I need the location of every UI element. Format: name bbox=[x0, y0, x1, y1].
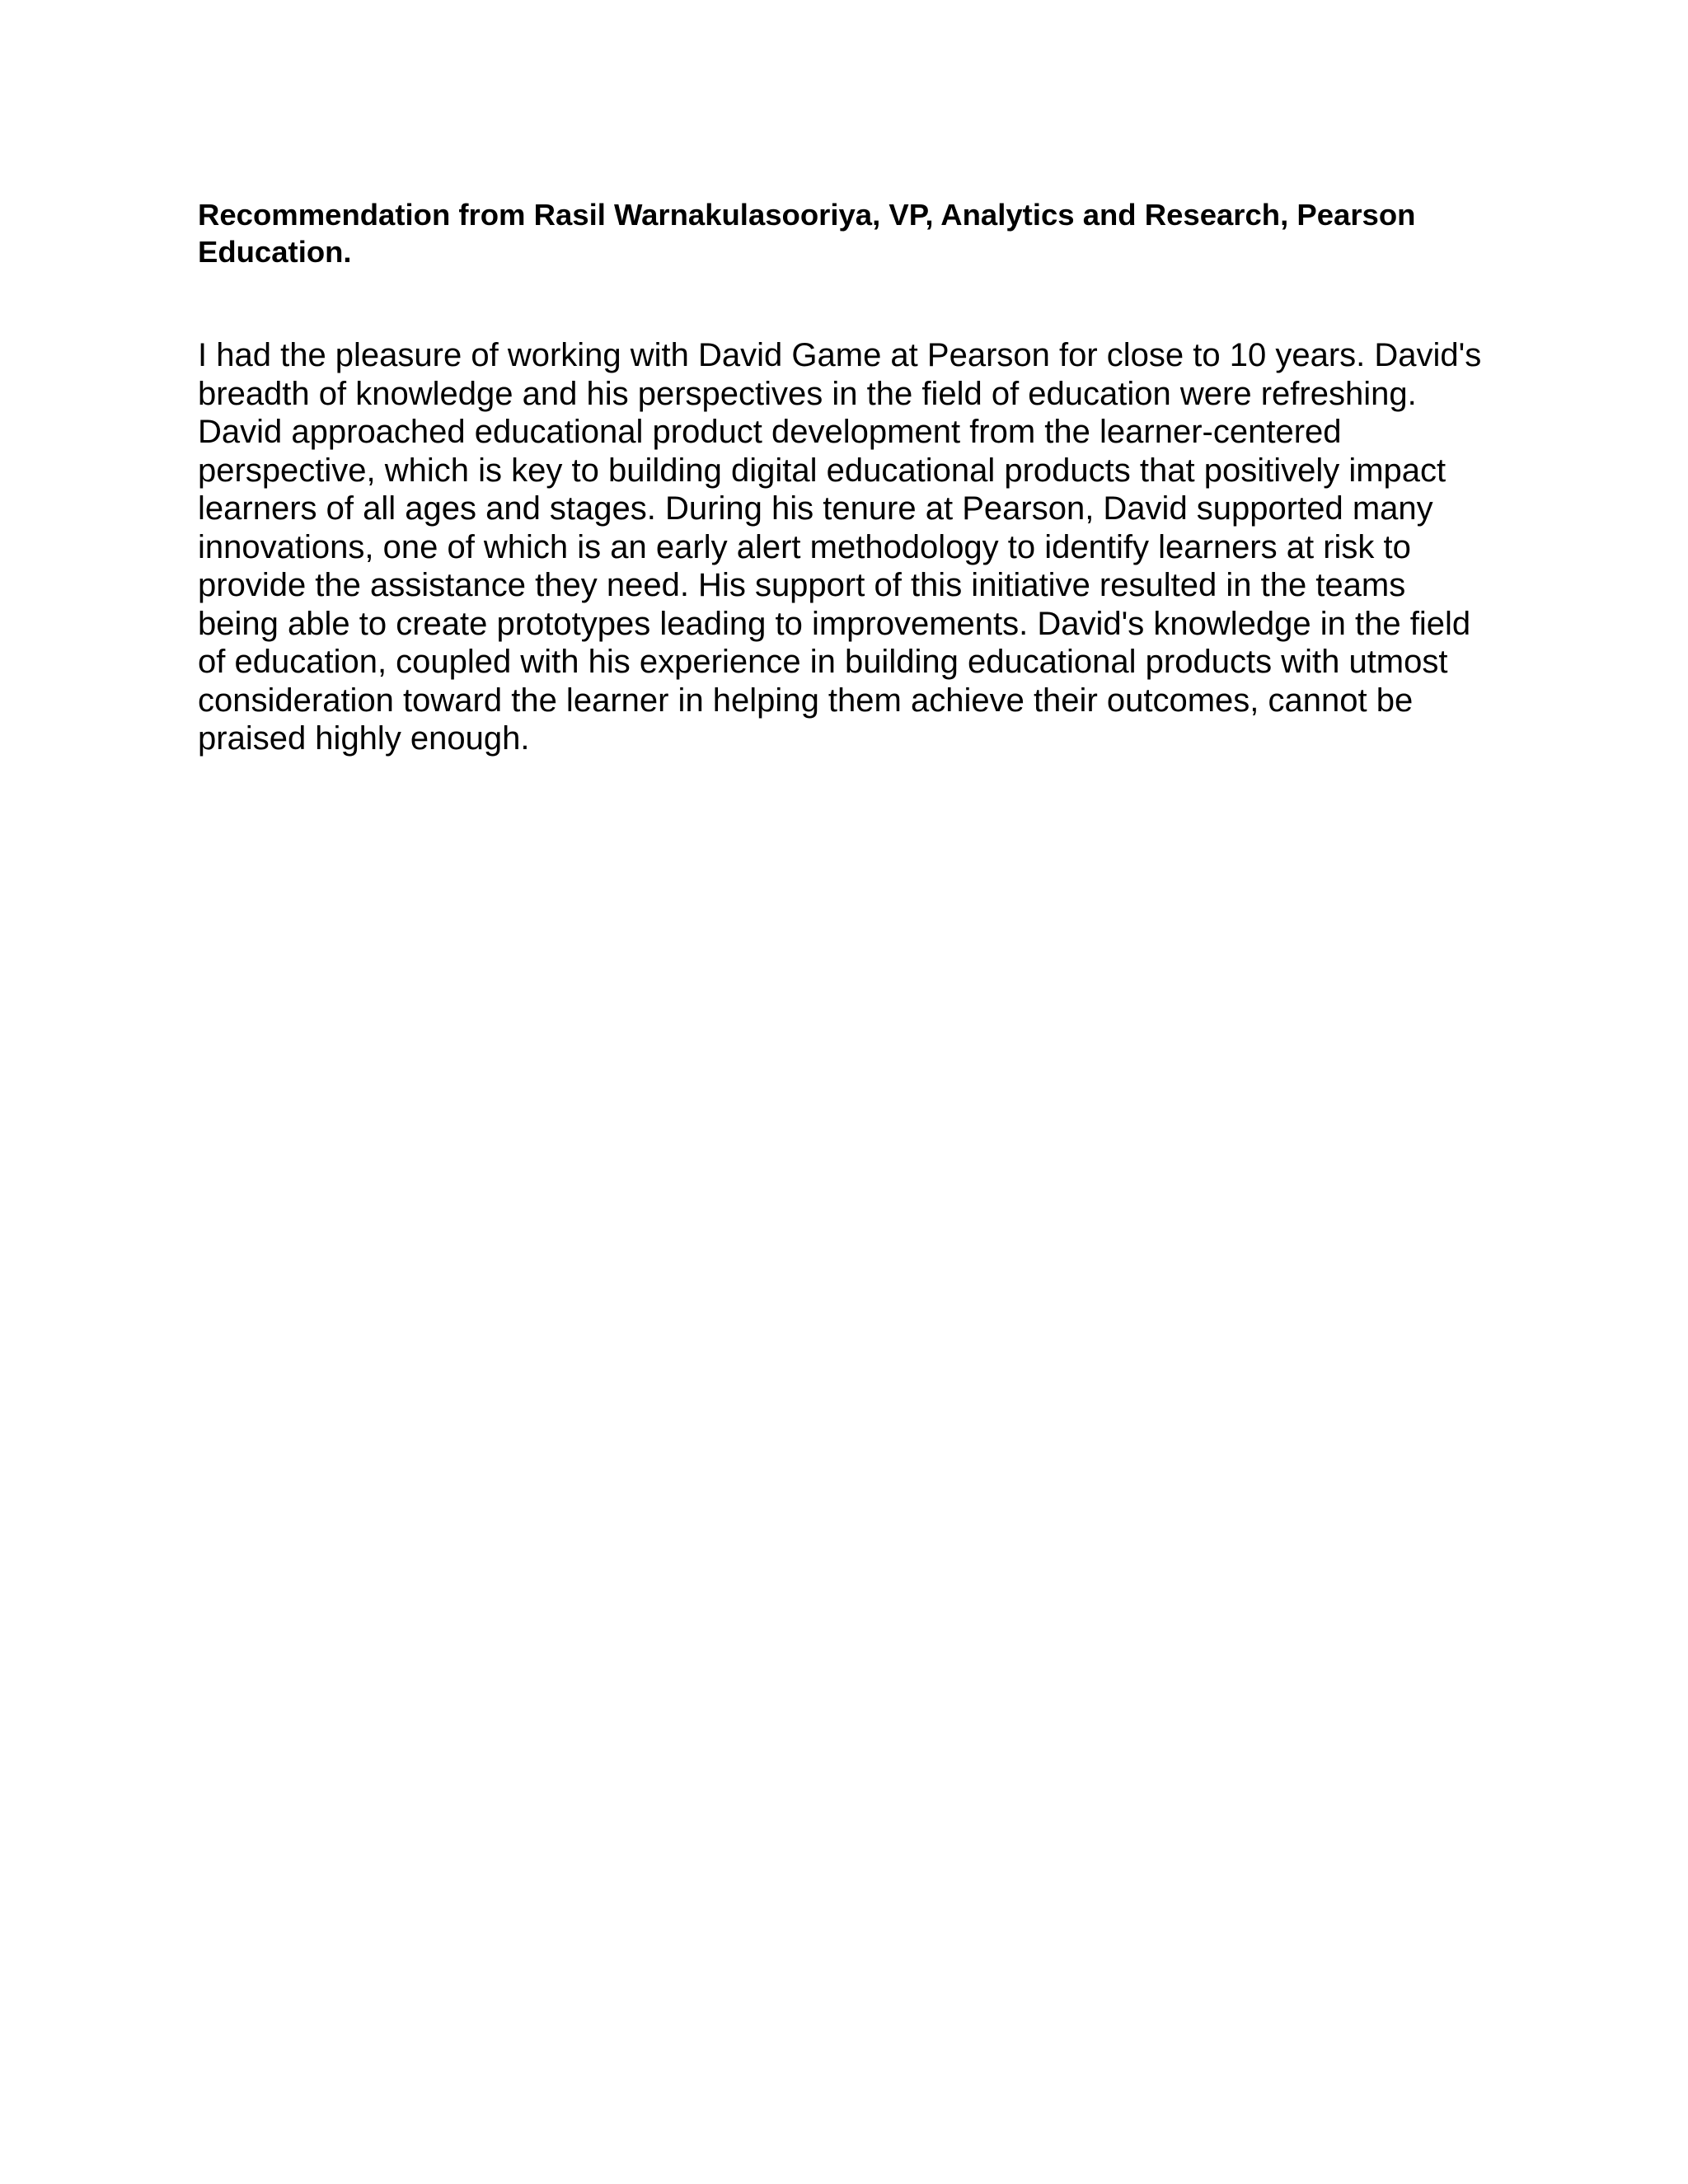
body-line: provide the assistance they need. His support of this initiative resulted in the teams bbox=[198, 567, 1406, 603]
body-line: consideration toward the learner in helping them achieve their outcomes, cannot be bbox=[198, 682, 1414, 719]
body-line: perspective, which is key to building digital educational products that positively impact bbox=[198, 452, 1447, 489]
heading-line: Education. bbox=[198, 235, 352, 269]
body-line: David approached educational product development from the learner-centered bbox=[198, 414, 1342, 450]
recommendation-heading bbox=[198, 196, 1517, 270]
recommendation-body bbox=[198, 336, 1517, 758]
body-line: I had the pleasure of working with David Game at Pearson for close to 10 years. David's bbox=[198, 337, 1482, 373]
body-line: praised highly enough. bbox=[198, 720, 530, 757]
body-line: breadth of knowledge and his perspectives in the field of education were refreshing. bbox=[198, 375, 1417, 412]
body-line: being able to create prototypes leading to improvements. David's knowledge in the field bbox=[198, 605, 1471, 642]
body-line: of education, coupled with his experience in building educational products with utmost bbox=[198, 644, 1448, 680]
heading-line: Recommendation from Rasil Warnakulasooriya, VP, Analytics and Research, Pearson bbox=[198, 198, 1416, 232]
body-line: learners of all ages and stages. During his tenure at Pearson, David supported many bbox=[198, 490, 1433, 527]
body-line: innovations, one of which is an early alert methodology to identify learners at risk to bbox=[198, 528, 1411, 565]
